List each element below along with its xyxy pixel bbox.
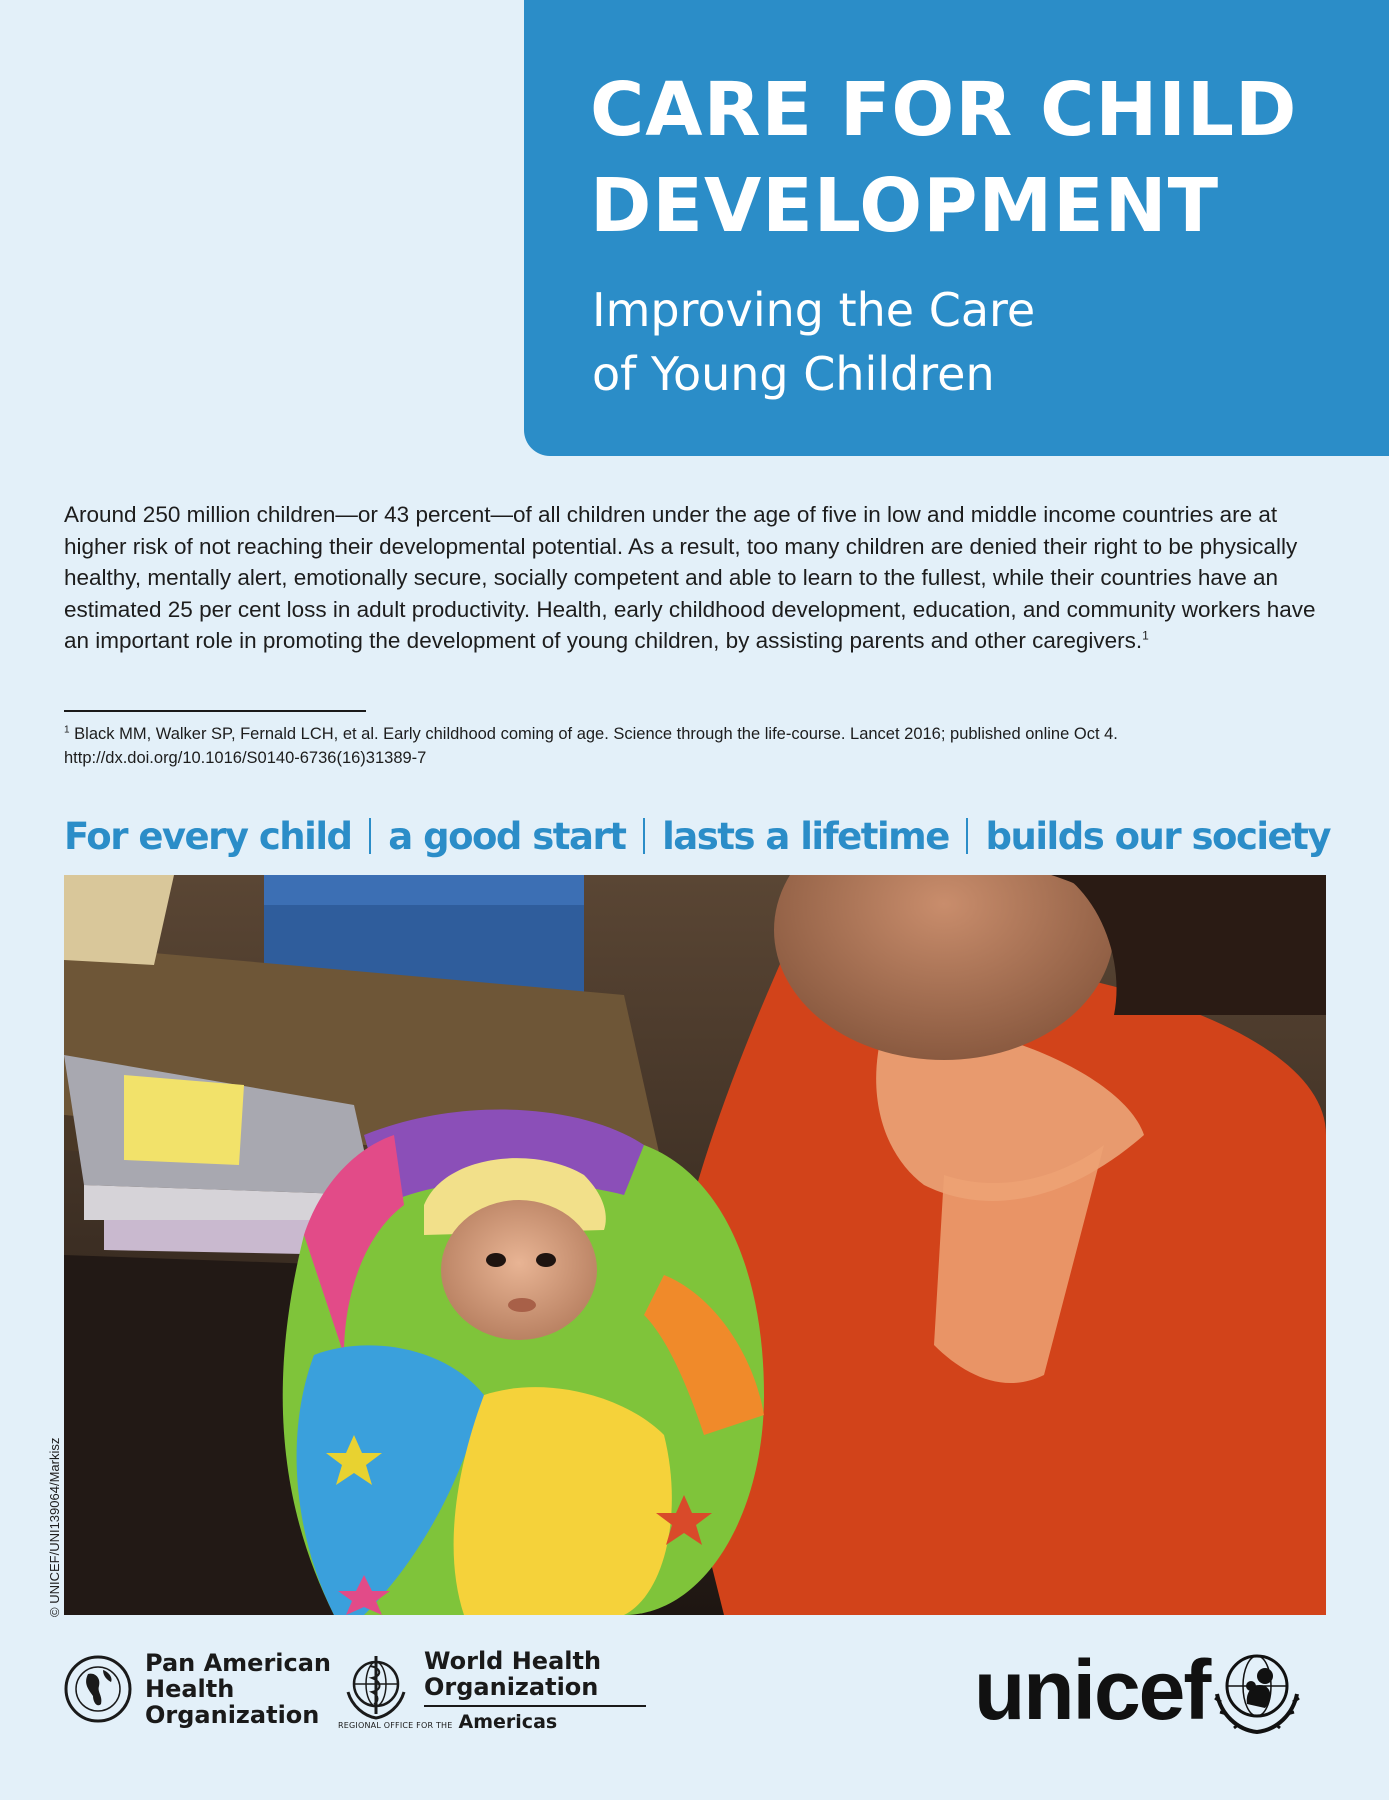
title-line-1: CARE FOR CHILD: [590, 67, 1298, 153]
paho-line-3: Organization: [145, 1701, 320, 1729]
paho-line-1: Pan American: [145, 1649, 332, 1677]
intro-text: Around 250 million children—or 43 percent—of all children under the age of five in low and middle income countries are at higher risk of not reaching their developmental potential. As a result, too many children are denied their right to be physically healthy, mentally alert, emotionally secure, socially competent and able to learn to the fullest, while their countries have an estimated 25 per cent loss in adult productivity. Health, early childhood development, education, and community workers have an important role in promoting the development of young children, by assisting parents and other caregivers.: [64, 502, 1316, 653]
tagline-part-3: lasts a lifetime: [662, 814, 949, 858]
photo-credit: © UNICEF/UNI139064/Markisz: [47, 1437, 62, 1617]
page-title: [590, 62, 1297, 254]
unicef-logo: [974, 1642, 1305, 1738]
subtitle-line-2: of Young Children: [592, 347, 995, 401]
paho-globe-icon: [63, 1654, 133, 1724]
title-line-2: DEVELOPMENT: [590, 163, 1220, 249]
tagline-part-2: a good start: [388, 814, 626, 858]
paho-logo: [63, 1650, 331, 1728]
tagline-part-1: For every child: [64, 814, 352, 858]
who-logo: [338, 1648, 646, 1733]
mother-and-baby-photo: [64, 875, 1326, 1615]
tagline-separator: [643, 818, 645, 854]
who-name: [424, 1648, 646, 1700]
who-line-2: Organization: [424, 1673, 599, 1701]
paho-line-2: Health: [145, 1675, 235, 1703]
paho-name: [145, 1650, 331, 1728]
subtitle-line-1: Improving the Care: [592, 283, 1036, 337]
unicef-emblem-icon: [1209, 1642, 1305, 1738]
tagline-separator: [966, 818, 968, 854]
tagline-separator: [369, 818, 371, 854]
footnote-text: Black MM, Walker SP, Fernald LCH, et al. Early childhood coming of age. Science through the life-course. Lancet 2016; published online Oct 4.: [74, 725, 1118, 743]
footnote-link[interactable]: http://dx.doi.org/10.1016/S0140-6736(16)31389-7: [64, 749, 427, 767]
footnote-divider: [64, 710, 366, 712]
who-divider: [424, 1705, 646, 1707]
who-region: [338, 1711, 646, 1733]
who-line-1: World Health: [424, 1647, 602, 1675]
header-banner: [524, 0, 1389, 456]
page-subtitle: [592, 278, 1035, 406]
photo-illustration: [64, 875, 1326, 1615]
tagline-part-4: builds our society: [985, 814, 1330, 858]
footnote: [64, 722, 1354, 770]
footnote-reference[interactable]: 1: [1142, 628, 1149, 643]
intro-paragraph: [64, 499, 1334, 657]
who-region-name: Americas: [458, 1711, 558, 1733]
who-region-label: REGIONAL OFFICE FOR THE: [338, 1721, 453, 1730]
tagline: [64, 808, 1330, 864]
unicef-wordmark: unicef: [974, 1643, 1210, 1737]
footnote-marker: 1: [64, 724, 70, 736]
who-name-block: [338, 1647, 646, 1733]
